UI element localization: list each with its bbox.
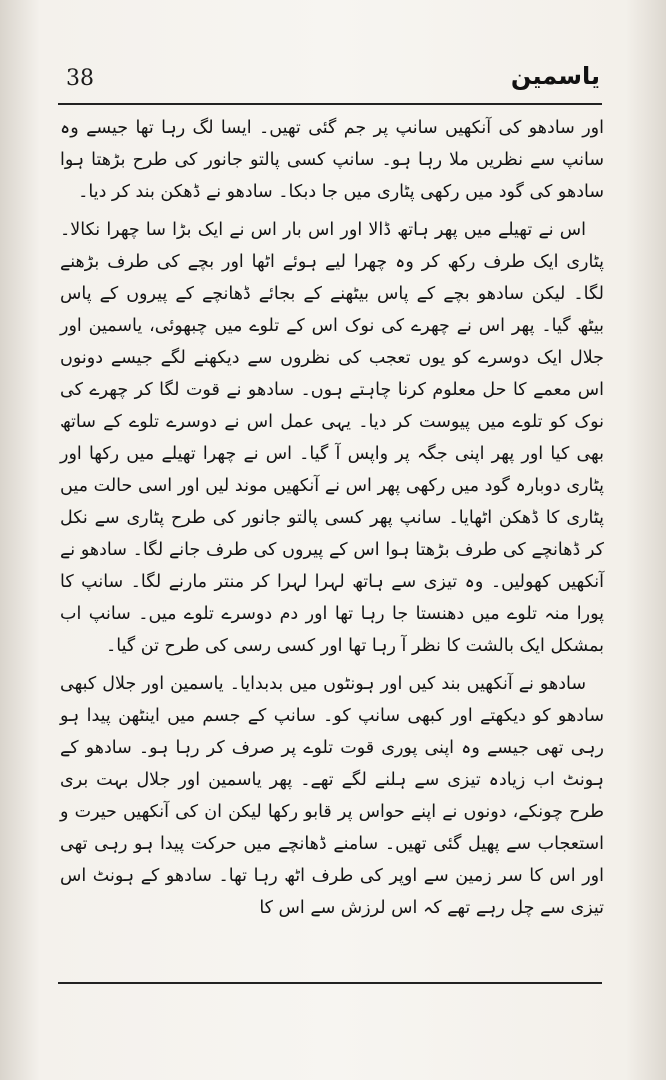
- paragraph: اور سادھو کی آنکھیں سانپ پر جم گئی تھیں۔ ایسا لگ رہا تھا جیسے وہ سانپ سے نظریں ملا رہا ہو۔ سانپ کسی پالتو جانور کی طرح بڑھتا ہوا سادھو کی گود میں رکھی پٹاری میں جا دبکا۔ سادھو نے ڈھکن بند کر دیا۔: [60, 118, 604, 202]
- header-rule: [58, 103, 602, 105]
- running-title: یاسمین: [510, 62, 600, 90]
- footer-rule: [58, 982, 602, 984]
- paragraph: اس نے تھیلے میں پھر ہاتھ ڈالا اور اس بار اس نے ایک بڑا سا چھرا نکالا۔ پٹاری ایک طرف رکھ کر وہ چھرا لیے ہوئے اٹھا اور بچے کی طرف بڑھنے لگا۔ لیکن سادھو بچے کے پاس بیٹھنے کے بجائے ڈھانچے کے پیروں کے پاس بیٹھ گیا۔ پھر اس نے چھرے کی نوک اس کے تلوے میں چبھوئی، یاسمین اور جلال ایک دوسرے کو یوں تعجب کی نظروں سے دیکھنے لگے جیسے دونوں اس معمے کا حل معلوم کرنا چاہتے ہوں۔ سادھو نے قوت لگا کر چھرے کی نوک کو تلوے میں پیوست کر دیا۔ یہی عمل اس نے دوسرے تلوے کے ساتھ بھی کیا اور پھر اپنی جگہ پر واپس آ گیا۔ اس نے چھرا تھیلے میں رکھا اور پٹاری دوبارہ گود میں رکھی پھر اس نے آنکھیں موند لیں اور اسی حالت میں پٹاری کا ڈھکن اٹھایا۔ سانپ پھر کسی پالتو جانور کی طرح پٹاری سے نکل کر ڈھانچے کی طرف بڑھتا ہوا اس کے پیروں کی طرف جانے لگا۔ سادھو نے آنکھیں کھولیں۔ وہ تیزی سے ہاتھ لہرا لہرا کر منتر مارنے لگا۔ سانپ کا پورا منہ تلوے میں دھنستا جا رہا تھا اور دم دوسرے تلوے میں۔ سانپ اب بمشکل ایک بالشت کا نظر آ رہا تھا اور کسی رسی کی طرح تن گیا۔: [60, 220, 604, 656]
- page-number: 38: [66, 66, 94, 91]
- page-header: [56, 62, 600, 98]
- paragraph: سادھو نے آنکھیں بند کیں اور ہونٹوں میں بدبدایا۔ یاسمین اور جلال کبھی سادھو کو دیکھتے اور کبھی سانپ کو۔ سانپ کے جسم میں اینٹھن پیدا ہو رہی تھی جیسے وہ اپنی پوری قوت تلوے پر صرف کر رہا ہو۔ سادھو کے ہونٹ اب زیادہ تیزی سے ہلنے لگے تھے۔ پھر یاسمین اور جلال بہت بری طرح چونکے، دونوں نے اپنے حواس پر قابو رکھا لیکن ان کی آنکھیں حیرت و استعجاب سے پھیل گئی تھیں۔ سامنے ڈھانچے میں حرکت پیدا ہو رہی تھی اور اس کا سر زمین سے اوپر کی طرف اٹھ رہا تھا۔ سادھو کے ہونٹ اس تیزی سے چل رہے تھے کہ اس لرزش سے اس کا: [60, 674, 604, 918]
- body-text: [60, 112, 604, 972]
